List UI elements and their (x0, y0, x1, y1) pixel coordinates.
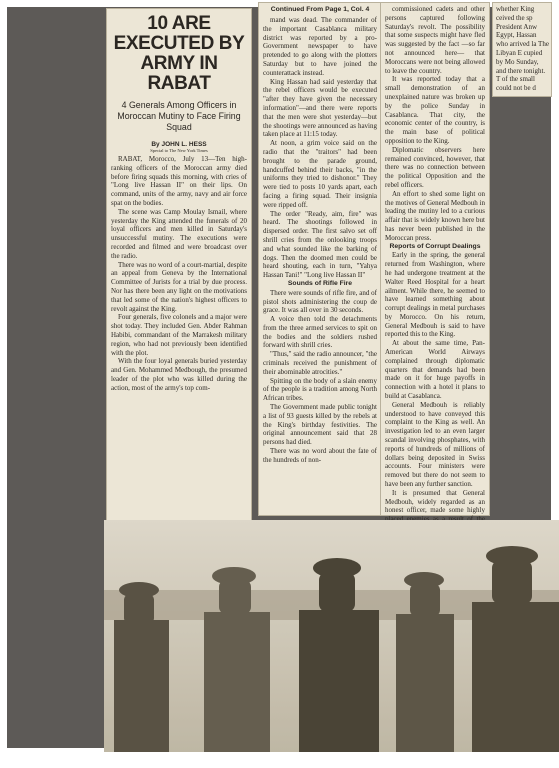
paragraph: whether King ceived the sp President Anw Egypt, Hassan who arrived la The Libyan E cupied by Mo Sunday, and there tonight. T of the small could not be d (496, 5, 549, 93)
paragraph: There were sounds of rifle fire, and of pistol shots administering the coup de grace. It was all over in 30 seconds. (263, 288, 377, 315)
paragraph: An effort to shed some light on the motives of General Medbouh in leading the mutiny led to a curious affair that is widely known here but has never been published in the Moroccan press. (385, 189, 485, 242)
article-clipping-col3 (380, 2, 490, 516)
article-clipping-fragment (492, 2, 552, 97)
paragraph: The order "Ready, aim, fire" was heard. The shootings followed in dispersed order. The first salvo set off shrill cries from the onlooking troops and what sounded like the barking of dogs. Then the doomed men could be heard shouting, each in turn, "Yahya Hassan Tani!" "Long live Hassan II" (263, 209, 377, 280)
deck: 4 Generals Among Officers in Moroccan Mutiny to Face Firing Squad (117, 100, 241, 132)
paragraph: A voice then told the detachments from the three armed services to spit on the bodies and the soldiers rushed forward with shrill cries. (263, 315, 377, 350)
article-body-col2 (258, 16, 382, 465)
article-clipping-main (106, 8, 252, 544)
subhead: Reports of Corrupt Dealings (389, 242, 481, 250)
jump-line: Continued From Page 1, Col. 4 (270, 6, 370, 13)
paragraph: With the four loyal generals buried yesterday and Gen. Mohammed Medbough, the presumed leader of the plot who was killed during the action, most of the army's top com- (111, 357, 247, 392)
paragraph: General Medbouh is reliably understood to have conveyed this complaint to the King as well. An investigation led to an even larger scandal involving phosphates, with reports of hundreds of millions of dollars being deposited in Swiss accounts. Four ministers were removed but there do not seem to have been any further sanction. (385, 400, 485, 489)
news-photo (104, 520, 559, 752)
article-body-col4 (492, 2, 552, 93)
byline: By JOHN L. HESS (151, 141, 207, 148)
paragraph: It is presumed that General Medbouh, widely regarded as an honest officer, made some highly (385, 488, 485, 515)
subhead: Sounds of Rifle Fire (287, 279, 353, 287)
paragraph: The scene was Camp Moulay Ismail, where yesterday the King attended the funerals of 20 loyal officers and men killed in Saturday's unsuccessful mutiny. The executions were recorded and filmed and were broadcast over the radio. (111, 207, 247, 260)
paragraph: commissioned cadets and other persons captured following Saturday's revolt. The possibility that some suspects might have fled was suggested by the fact —so far not announced here— that Moroccans were not being allowed to leave the country. (385, 5, 485, 75)
paragraph: Early in the spring, the general returned from Washington, where he had undergone treatment at the Walter Reed Hospital for a heart ailment. While there, he seemed to have learned something about corrupt dealings in metal purchases by Morocco. On his return, General Medbouh is said to have reported this to the King. (385, 251, 485, 339)
paragraph: Spitting on the body of a slain enemy of the people is a tradition among North African tribes. (263, 376, 377, 403)
paragraph: There was no word of a court-martial, despite an appeal from Geneva by the International Committee of Jurists for a trial by due process. Nor has there been any light on the motivations that led some of the nation's highest officers to revolt against the King. (111, 260, 247, 313)
article-clipping-continued (258, 2, 382, 516)
headline: 10 ARE EXECUTED BY ARMY IN RABAT (113, 13, 245, 94)
paragraph: RABAT, Morocco, July 13—Ten high-ranking officers of the Moroccan army died before firing squads this morning, with cries of "Long live Hassan II" on their lips. On command, units of the army, navy and air force spat on the bodies. (111, 155, 247, 207)
paragraph: At about the same time, Pan-American World Airways complained through diplomatic quarters that demands had been made on it for huge payoffs in connection with a hotel it plans to build at Casablanca. (385, 339, 485, 401)
paragraph: The Government made public tonight a list of 93 guests killed by the rebels at the King's birthday festivities. The original announcement said that 28 persons had died. (263, 403, 377, 447)
paragraph: At noon, a grim voice said on the radio that the "traitors" had been brought to the parade ground, handcuffed behind their backs, "in the uniforms they tried to dishonor." They were tied to posts 10 yards apart, each facing a firing squad. Their insignia were ripped off. (263, 139, 377, 209)
article-body-col3 (380, 2, 490, 542)
paragraph: Diplomatic observers here remained convinced, however, that there was no connection between the political Opposition and the rebel officers. (385, 145, 485, 189)
paragraph: Four generals, five colonels and a major were shot today. They included Gen. Abder Rahman Habibi, commandant of the Marrakesh military region, who had not previously been identified with the plot. (111, 313, 247, 357)
article-body-col1 (106, 155, 252, 393)
dateline-credit: Special to The New York Times (150, 148, 208, 153)
paragraph: King Hassan had said yesterday that the rebel officers would be executed "after they have given the necessary information"—and there were reports that the men were shot yesterday—but the shootings were announced as having taken place at 11:15 today. (263, 77, 377, 139)
photo-illustration (104, 520, 559, 752)
paragraph: "Thus," said the radio announcer, "the criminals received the punishment of their abominable atrocities." (263, 350, 377, 376)
paragraph: mand was dead. The commander of the important Casablanca military district was reported by a pro-Government newspaper to have pretended to go along with the plotters Saturday but to have joined the counterattack instead. (263, 16, 377, 77)
paragraph: There was no word about the fate of the hundreds of non- (263, 447, 377, 464)
paragraph: It was reported today that a small demonstration of an unexplained nature was broken up by the police Sunday in Casablanca. That city, the economic center of the country, is the main base of political opposition to the King. (385, 75, 485, 145)
